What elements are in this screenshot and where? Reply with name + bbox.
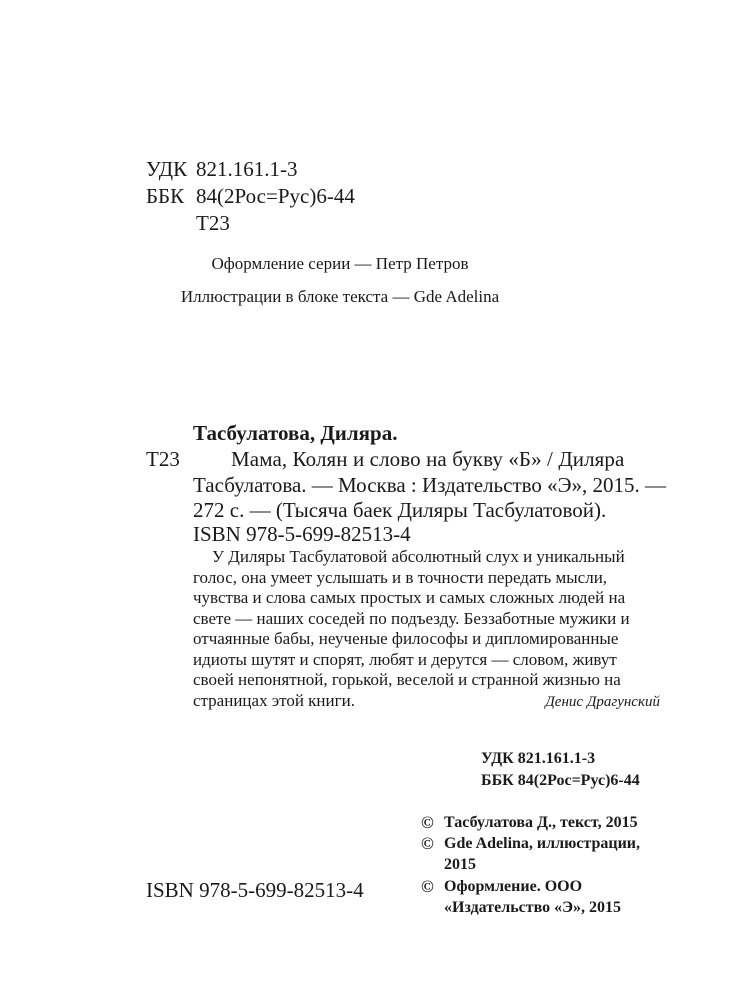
annotation-line: своей непонятной, горькой, веселой и странной жизнью на [193,670,621,689]
bottom-udk: УДК 821.161.1-3 [481,750,596,767]
annotation-line: страницах этой книги. [193,690,355,710]
annotation-line: голос, она умеет услышать и в точности передать мысли, [193,567,608,587]
author-mark-top: Т23 [196,211,230,235]
copyright-line3b: «Издательство «Э», 2015 [444,899,622,916]
series-design-credit: Оформление серии — Петр Петров [211,254,469,273]
annotation-line: свете — наших соседей по подъезду. Беззаботные мужики и [193,608,630,628]
annotation-line: чувства и слова самых простых и самых сложных людей на [193,588,626,607]
copyright-line1: Тасбулатова Д., текст, 2015 [444,814,638,831]
isbn-bottom: ISBN 978-5-699-82513-4 [146,878,364,902]
copyright-line3a: Оформление. ООО [444,878,583,895]
bib-title-line2: Тасбулатова. — Москва : Издательство «Э», 2015. — [193,473,667,497]
annotation-block [193,547,663,711]
illustrations-credit: Иллюстрации в блоке текста — Gde Adelina [180,287,500,306]
annotation-line: У Диляры Тасбулатовой абсолютный слух и уникальный [212,547,625,566]
copyright-icon: © [421,877,434,896]
bib-isbn: ISBN 978-5-699-82513-4 [193,522,411,546]
bbk-value: 84(2Рос=Рус)6-44 [196,184,355,208]
bottom-bbk: ББК 84(2Рос=Рус)6-44 [481,772,640,789]
annotation-line: отчаянные бабы, неученые философы и дипломированные [193,629,619,648]
copyright-icon: © [421,813,434,832]
bib-author-heading: Тасбулатова, Диляра. [193,421,398,445]
udk-value: 821.161.1-3 [196,157,298,181]
bbk-label: ББК [146,184,185,208]
copyright-line2a: Gde Adelina, иллюстрации, [444,835,641,852]
copyright-icon: © [421,834,434,853]
annotation-line: идиоты шутят и спорят, любят и дерутся — словом, живут [193,649,617,669]
bib-author-mark: Т23 [146,447,180,471]
bib-title-line3: 272 с. — (Тысяча баек Диляры Тасбулатовой). [193,498,607,522]
copyright-line2b: 2015 [444,856,476,873]
bib-title-line1: Мама, Колян и слово на букву «Б» / Диляра [231,447,625,471]
annotation-author: Денис Драгунский [545,694,660,710]
udk-label: УДК [146,157,188,181]
